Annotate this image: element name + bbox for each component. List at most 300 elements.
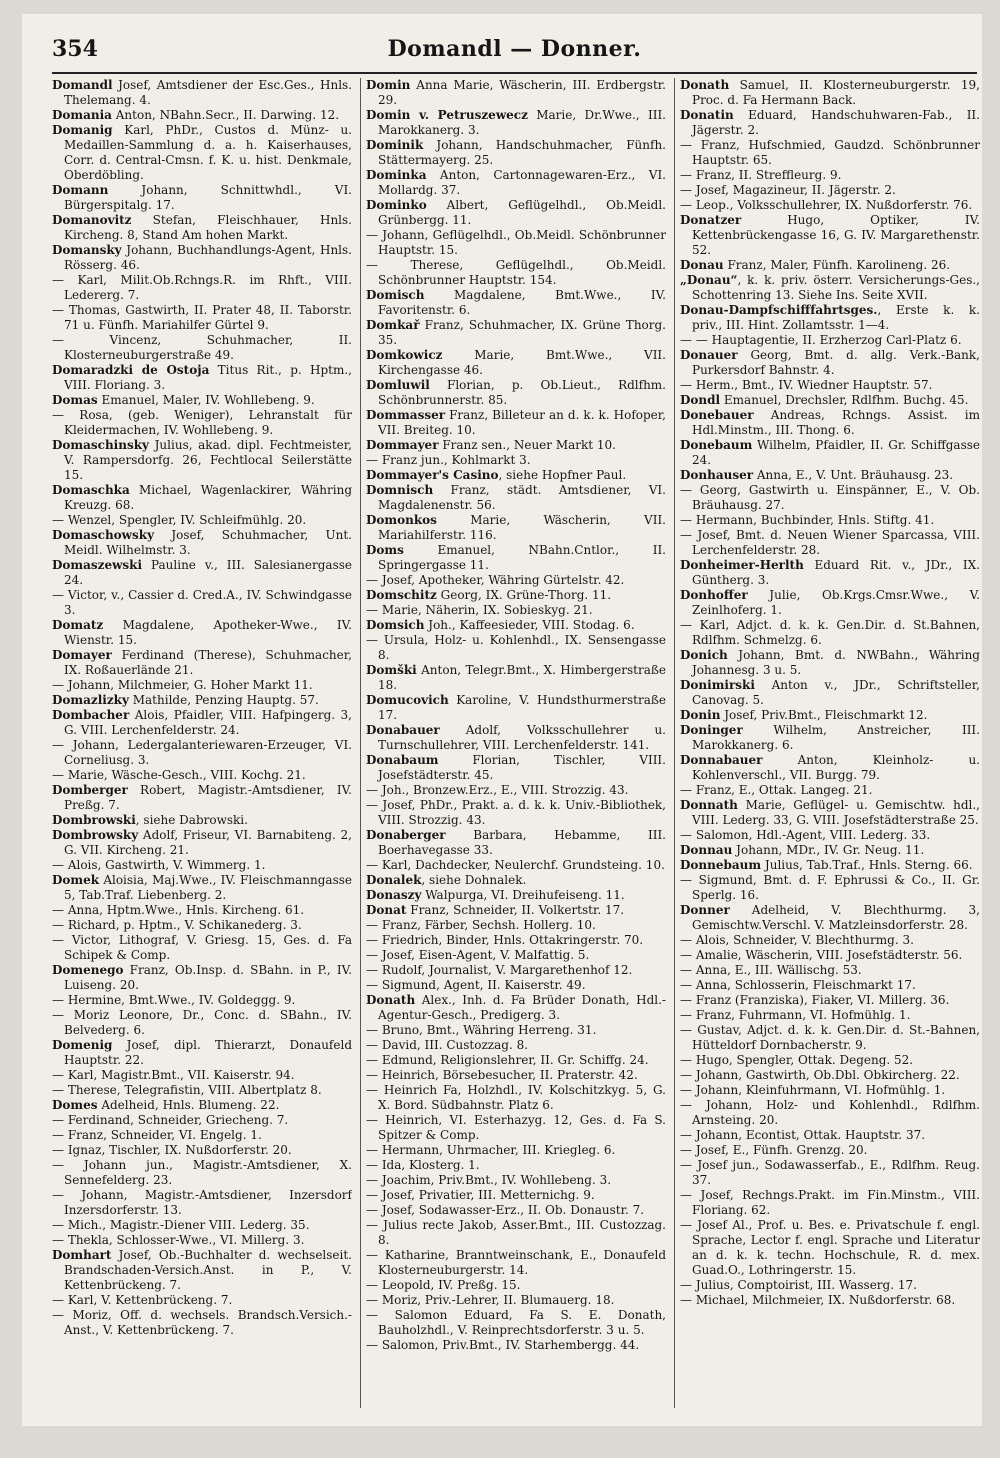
entry-details: — Friedrich, Binder, Hnls. Ottakringerstr. 70. (366, 933, 644, 947)
directory-entry (680, 1008, 980, 1023)
directory-entry (52, 513, 352, 528)
entry-details: Emanuel, Maler, IV. Wohllebeng. 9. (97, 393, 315, 407)
entry-details: Titus Rit., p. Hptm., VIII. Floriang. 3. (64, 363, 352, 392)
entry-details: Wilhelm, Anstreicher, III. Marokkanerg. 6. (692, 723, 980, 752)
entry-details: Magdalene, Bmt.Wwe., IV. Favoritenstr. 6. (378, 288, 666, 317)
directory-entry (366, 693, 666, 723)
entry-surname: Domkowicz (366, 348, 443, 362)
directory-entry (366, 978, 666, 993)
entry-surname: Dominka (366, 168, 427, 182)
directory-entry (366, 588, 666, 603)
entry-details: Marie, Geflügel- u. Gemischtw. hdl., VIII. Lederg. 33, G. VIII. Josefstädterstraße 25. (692, 798, 980, 827)
entry-details: Franz, Schuhmacher, IX. Grüne Thorg. 35. (378, 318, 666, 347)
directory-entry (366, 453, 666, 468)
entry-details: , Erste k. k. priv., III. Hint. Zollamtsstr. 1—4. (692, 303, 980, 332)
entry-details: — Vincenz, Schuhmacher, II. Klosterneuburgerstraße 49. (52, 333, 352, 362)
entry-surname: Domsich (366, 618, 425, 632)
directory-entry (366, 1038, 666, 1053)
entry-surname: Donin (680, 708, 721, 722)
directory-entry (680, 933, 980, 948)
entry-surname: Donau-Dampfschifffahrtsges. (680, 303, 878, 317)
entry-details: — Hugo, Spengler, Ottak. Degeng. 52. (680, 1053, 914, 1067)
directory-entry (680, 858, 980, 873)
directory-entry (366, 78, 666, 108)
column-1 (52, 78, 352, 1418)
directory-entry (52, 813, 352, 828)
entry-details: — Hermine, Bmt.Wwe., IV. Goldeggg. 9. (52, 993, 296, 1007)
directory-entry (366, 228, 666, 258)
entry-surname: Domenig (52, 1038, 113, 1052)
entry-surname: Donnebaum (680, 858, 762, 872)
directory-entry (680, 1128, 980, 1143)
entry-details: — Joh., Bronzew.Erz., E., VIII. Strozzig. 43. (366, 783, 629, 797)
directory-entry (366, 348, 666, 378)
entry-surname: Domnisch (366, 483, 434, 497)
directory-entry (52, 1098, 352, 1113)
directory-entry (52, 123, 352, 183)
entry-details: — Moriz, Priv.-Lehrer, II. Blumauerg. 18. (366, 1293, 615, 1307)
directory-entry (366, 933, 666, 948)
entry-surname: Donheimer-Herlth (680, 558, 804, 572)
directory-entry (366, 888, 666, 903)
entry-details: Karoline, V. Hundsthurmerstraße 17. (378, 693, 666, 722)
entry-details: Karl, PhDr., Custos d. Münz- u. Medaillen-Sammlung d. a. h. Kaiserhauses, Corr. d. Central-Cmsn. f. K. u. hist. Denkmale, Oberdöbling. (64, 123, 352, 182)
directory-entry (366, 108, 666, 138)
directory-entry (366, 1083, 666, 1113)
entry-surname: Dombacher (52, 708, 130, 722)
entry-details: — Franz, Fuhrmann, VI. Hofmühlg. 1. (680, 1008, 911, 1022)
entry-details: — Johann, Magistr.-Amtsdiener, Inzersdorf Inzersdorferstr. 13. (52, 1188, 352, 1217)
entry-details: — Karl, Milit.Ob.Rchngs.R. im Rhft., VIII. Ledererg. 7. (52, 273, 352, 302)
directory-entry (52, 1188, 352, 1218)
directory-entry (366, 258, 666, 288)
entry-surname: Domluwil (366, 378, 430, 392)
entry-details: — Victor, v., Cassier d. Cred.A., IV. Schwindgasse 3. (52, 588, 352, 617)
directory-entry (680, 1293, 980, 1308)
directory-entry (680, 948, 980, 963)
entry-details: — Anna, E., III. Wällischg. 53. (680, 963, 862, 977)
entry-details: — Julius, Comptoirist, III. Wasserg. 17. (680, 1278, 917, 1292)
entry-surname: Donner (680, 903, 730, 917)
directory-entry (52, 1218, 352, 1233)
directory-entry (680, 588, 980, 618)
entry-surname: Donaberger (366, 828, 446, 842)
entry-surname: Dombrowski (52, 813, 136, 827)
entry-surname: Domanig (52, 123, 113, 137)
entry-details: Pauline v., III. Salesianergasse 24. (64, 558, 352, 587)
entry-surname: Domaschinsky (52, 438, 149, 452)
entry-details: — Therese, Geflügelhdl., Ob.Meidl. Schönbrunner Hauptstr. 154. (366, 258, 666, 287)
entry-details: — — Hauptagentie, II. Erzherzog Carl-Platz 6. (680, 333, 962, 347)
entry-surname: Donimirski (680, 678, 755, 692)
directory-entry (366, 663, 666, 693)
directory-entry (366, 483, 666, 513)
entry-details: Anton, Telegr.Bmt., X. Himbergerstraße 18. (378, 663, 666, 692)
directory-entry (680, 678, 980, 708)
entry-surname: Domberger (52, 783, 128, 797)
entry-details: Barbara, Hebamme, III. Boerhavegasse 33. (378, 828, 666, 857)
entry-details: — Ignaz, Tischler, IX. Nußdorferstr. 20. (52, 1143, 292, 1157)
entry-details: — Josef, Privatier, III. Metternichg. 9. (366, 1188, 595, 1202)
entry-details: Anton, NBahn.Secr., II. Darwing. 12. (111, 108, 340, 122)
directory-entry (366, 963, 666, 978)
entry-details: Ferdinand (Therese), Schuhmacher, IX. Roßauerlände 21. (64, 648, 352, 677)
entry-surname: Dombrowsky (52, 828, 139, 842)
directory-entry (52, 558, 352, 588)
entry-surname: Domschitz (366, 588, 437, 602)
entry-details: — Salomon, Hdl.-Agent, VIII. Lederg. 33. (680, 828, 931, 842)
entry-surname: Dominik (366, 138, 424, 152)
entry-surname: Domania (52, 108, 112, 122)
entry-details: — Josef, Rechngs.Prakt. im Fin.Minstm., VIII. Floriang. 62. (680, 1188, 980, 1217)
directory-entry (680, 348, 980, 378)
directory-entry (680, 618, 980, 648)
entry-details: — Salomon, Priv.Bmt., IV. Starhembergg. 44. (366, 1338, 640, 1352)
directory-entry (52, 918, 352, 933)
directory-entry (680, 1278, 980, 1293)
entry-details: — Franz (Franziska), Fiaker, VI. Millerg. 36. (680, 993, 950, 1007)
entry-details: — Therese, Telegrafistin, VIII. Albertplatz 8. (52, 1083, 322, 1097)
directory-entry (366, 783, 666, 798)
entry-details: Anna, E., V. Unt. Bräuhausg. 23. (753, 468, 954, 482)
directory-entry (52, 408, 352, 438)
entry-details: — Johann, Gastwirth, Ob.Dbl. Obkircherg. 22. (680, 1068, 960, 1082)
column-2 (366, 78, 666, 1418)
entry-details: — Johann, Holz- und Kohlenhdl., Rdlfhm. Arnsteing. 20. (680, 1098, 980, 1127)
entry-details: Florian, Tischler, VIII. Josefstädterstr. 45. (378, 753, 666, 782)
entry-details: — Johann, Ledergalanteriewaren-Erzeuger, VI. Corneliusg. 3. (52, 738, 352, 767)
entry-surname: Domaschowsky (52, 528, 155, 542)
directory-entry (366, 993, 666, 1023)
directory-entry (52, 1068, 352, 1083)
entry-details: — Moriz Leonore, Dr., Conc. d. SBahn., IV. Belvederg. 6. (52, 1008, 352, 1037)
entry-details: Joh., Kaffeesieder, VIII. Stodag. 6. (424, 618, 635, 632)
entry-surname: Donebaum (680, 438, 753, 452)
entry-surname: Dondl (680, 393, 721, 407)
directory-entry (680, 483, 980, 513)
directory-entry (680, 438, 980, 468)
entry-details: — Josef, Bmt. d. Neuen Wiener Sparcassa, VIII. Lerchenfelderstr. 28. (680, 528, 980, 557)
entry-details: — Rudolf, Journalist, V. Margarethenhof 12. (366, 963, 633, 977)
directory-entry (52, 183, 352, 213)
entry-details: Adolf, Friseur, VI. Barnabiteng. 2, G. VII. Kircheng. 21. (64, 828, 352, 857)
directory-entry (52, 903, 352, 918)
directory-entry (366, 468, 666, 483)
directory-entry (366, 903, 666, 918)
directory-entry (366, 1068, 666, 1083)
directory-entry (52, 768, 352, 783)
directory-entry (52, 873, 352, 903)
entry-details: — Heinrich Fa, Holzhdl., IV. Kolschitzkyg. 5, G. X. Bord. Südbahnstr. Platz 6. (366, 1083, 666, 1112)
entry-details: — Josef Al., Prof. u. Bes. e. Privatschule f. engl. Sprache, Lector f. engl. Sprache und Literatur an d. k. k. techn. Hochschule, R. d. mex. Guad.O., Lothringerstr. 15. (680, 1218, 980, 1277)
directory-entry (52, 708, 352, 738)
directory-entry (366, 543, 666, 573)
directory-entry (366, 1158, 666, 1173)
directory-entry (366, 828, 666, 858)
entry-details: Michael, Wagenlackirer, Währing Kreuzg. 68. (64, 483, 352, 512)
entry-details: Franz sen., Neuer Markt 10. (438, 438, 616, 452)
entry-surname: Domandl (52, 78, 113, 92)
entry-details: Johann, MDr., IV. Gr. Neug. 11. (732, 843, 925, 857)
entry-details: Wilhelm, Pfaidler, II. Gr. Schiffgasse 24. (692, 438, 980, 467)
entry-surname: Domann (52, 183, 109, 197)
entry-details: — Johann, Kleinfuhrmann, VI. Hofmühlg. 1. (680, 1083, 946, 1097)
directory-entry (366, 753, 666, 783)
entry-details: Anton v., JDr., Schriftsteller, Canovag. 5. (692, 678, 980, 707)
entry-details: — David, III. Custozzag. 8. (366, 1038, 529, 1052)
entry-details: — Franz, Hufschmied, Gaudzd. Schönbrunner Hauptstr. 65. (680, 138, 980, 167)
entry-surname: Domin (366, 78, 411, 92)
directory-entry (366, 1293, 666, 1308)
directory-entry (366, 1143, 666, 1158)
entry-details: — Gustav, Adjct. d. k. k. Gen.Dir. d. St.-Bahnen, Hütteldorf Dornbacherstr. 9. (680, 1023, 980, 1052)
entry-surname: Domes (52, 1098, 98, 1112)
entry-details: — Thomas, Gastwirth, II. Prater 48, II. Taborstr. 71 u. Fünfh. Mariahilfer Gürtel 9. (52, 303, 352, 332)
entry-surname: Donnau (680, 843, 733, 857)
entry-details: — Amalie, Wäscherin, VIII. Josefstädterstr. 56. (680, 948, 963, 962)
entry-details: — Michael, Milchmeier, IX. Nußdorferstr. 68. (680, 1293, 956, 1307)
directory-entry (366, 948, 666, 963)
entry-surname: Donau (680, 258, 724, 272)
directory-entry (52, 1233, 352, 1248)
entry-details: Josef, Schuhmacher, Unt. Meidl. Wilhelmstr. 3. (64, 528, 352, 557)
directory-entry (680, 1083, 980, 1098)
directory-entry (366, 1173, 666, 1188)
entry-details: Adolf, Volksschullehrer u. Turnschullehrer, VIII. Lerchenfelderstr. 141. (378, 723, 666, 752)
directory-entry (680, 303, 980, 333)
entry-details: Eduard, Handschuhwaren-Fab., II. Jägerstr. 2. (692, 108, 980, 137)
directory-entry (366, 1218, 666, 1248)
entry-details: — Karl, Adjct. d. k. k. Gen.Dir. d. St.Bahnen, Rdlfhm. Schmelzg. 6. (680, 618, 980, 647)
entry-surname: Donaszy (366, 888, 422, 902)
entry-surname: Doninger (680, 723, 743, 737)
directory-entry (52, 108, 352, 123)
entry-details: Josef, Amtsdiener der Esc.Ges., Hnls. Thelemang. 4. (64, 78, 352, 107)
entry-details: — Josef, Eisen-Agent, V. Malfattig. 5. (366, 948, 590, 962)
directory-entry (52, 1038, 352, 1068)
entry-details: Georg, Bmt. d. allg. Verk.-Bank, Purkersdorf Bahnstr. 4. (692, 348, 980, 377)
directory-entry (680, 963, 980, 978)
entry-details: — Mich., Magistr.-Diener VIII. Lederg. 35. (52, 1218, 310, 1232)
directory-entry (52, 1128, 352, 1143)
entry-details: Robert, Magistr.-Amtsdiener, IV. Preßg. 7. (64, 783, 352, 812)
directory-entry (366, 513, 666, 543)
directory-entry (366, 168, 666, 198)
entry-surname: Domaschka (52, 483, 130, 497)
entry-details: Anton, Kleinholz- u. Kohlenverschl., VII. Burgg. 79. (692, 753, 980, 782)
entry-details: — Franz, E., Ottak. Langeg. 21. (680, 783, 873, 797)
entry-surname: Donatzer (680, 213, 742, 227)
entry-details: — Georg, Gastwirth u. Einspänner, E., V. Ob. Bräuhausg. 27. (680, 483, 980, 512)
directory-entry (366, 1023, 666, 1038)
entry-details: — Ursula, Holz- u. Kohlenhdl., IX. Sensengasse 8. (366, 633, 666, 662)
entry-details: — Leop., Volksschullehrer, IX. Nußdorferstr. 76. (680, 198, 973, 212)
directory-entry (52, 618, 352, 648)
directory-entry (366, 633, 666, 663)
entry-details: — Katharine, Branntweinschank, E., Donaufeld Klosterneuburgerstr. 14. (366, 1248, 666, 1277)
entry-surname: Dommayer's Casino (366, 468, 499, 482)
entry-surname: Domayer (52, 648, 112, 662)
entry-details: Alois, Pfaidler, VIII. Hafpingerg. 3, G. VIII. Lerchenfelderstr. 24. (64, 708, 352, 737)
entry-details: Emanuel, Drechsler, Rdlfhm. Buchg. 45. (720, 393, 969, 407)
entry-details: Johann, Bmt. d. NWBahn., Währing Johannesg. 3 u. 5. (692, 648, 980, 677)
entry-details: — Josef, E., Fünfh. Grenzg. 20. (680, 1143, 868, 1157)
entry-details: Eduard Rit. v., JDr., IX. Güntherg. 3. (692, 558, 980, 587)
entry-surname: Domhart (52, 1248, 112, 1262)
directory-entry (680, 1143, 980, 1158)
directory-entry (52, 963, 352, 993)
directory-entry (52, 1308, 352, 1338)
directory-entry (52, 678, 352, 693)
entry-details: — Bruno, Bmt., Währing Herreng. 31. (366, 1023, 597, 1037)
directory-entry (680, 258, 980, 273)
entry-details: Julius, akad. dipl. Fechtmeister, V. Rampersdorfg. 26, Fechtlocal Seilerstätte 15. (64, 438, 352, 482)
directory-entry (52, 303, 352, 333)
entry-details: — Karl, Dachdecker, Neulerchf. Grundsteing. 10. (366, 858, 665, 872)
entry-details: Georg, IX. Grüne-Thorg. 11. (436, 588, 612, 602)
entry-details: — Heinrich, Börsebesucher, II. Praterstr. 42. (366, 1068, 638, 1082)
directory-entry (52, 588, 352, 618)
entry-details: Josef, Ob.-Buchhalter d. wechselseit. Brandschaden-Versich.Anst. in P., V. Kettenbrückeng. 7. (64, 1248, 352, 1292)
directory-entry (366, 918, 666, 933)
directory-entry (52, 1083, 352, 1098)
entry-surname: Doms (366, 543, 404, 557)
entry-details: — Rosa, (geb. Weniger), Lehranstalt für Kleidermachen, IV. Wohllebeng. 9. (52, 408, 352, 437)
directory-entry (52, 333, 352, 363)
entry-details: Samuel, II. Klosterneuburgerstr. 19, Proc. d. Fa Hermann Back. (692, 78, 980, 107)
entry-details: Johann, Buchhandlungs-Agent, Hnls. Rösserg. 46. (64, 243, 352, 272)
column-divider (674, 78, 675, 1408)
entry-surname: Donabaum (366, 753, 439, 767)
entry-details: — Anna, Schlosserin, Fleischmarkt 17. (680, 978, 916, 992)
entry-details: — Sigmund, Agent, II. Kaiserstr. 49. (366, 978, 586, 992)
entry-details: — Ida, Klosterg. 1. (366, 1158, 480, 1172)
entry-details: — Anna, Hptm.Wwe., Hnls. Kircheng. 61. (52, 903, 305, 917)
directory-entry (680, 408, 980, 438)
entry-details: Stefan, Fleischhauer, Hnls. Kircheng. 8, Stand Am hohen Markt. (64, 213, 352, 242)
entry-details: Franz, Maler, Fünfh. Karolineng. 26. (723, 258, 951, 272)
entry-details: Marie, Dr.Wwe., III. Marokkanerg. 3. (378, 108, 666, 137)
page-number: 354 (52, 36, 98, 62)
directory-entry (52, 1293, 352, 1308)
entry-details: Johann, Schnittwhdl., VI. Bürgerspitalg. 17. (64, 183, 352, 212)
running-title: Domandl — Donner. (387, 36, 642, 62)
directory-entry (366, 618, 666, 633)
entry-details: — Wenzel, Spengler, IV. Schleifmühlg. 20. (52, 513, 307, 527)
entry-surname: Domansky (52, 243, 122, 257)
directory-entry (366, 1203, 666, 1218)
entry-details: — Thekla, Schlosser-Wwe., VI. Millerg. 3. (52, 1233, 305, 1247)
entry-surname: Dommasser (366, 408, 446, 422)
entry-surname: Domazlizky (52, 693, 129, 707)
entry-details: — Ferdinand, Schneider, Griecheng. 7. (52, 1113, 289, 1127)
directory-entry (680, 1218, 980, 1278)
directory-entry (680, 198, 980, 213)
directory-entry (680, 723, 980, 753)
entry-surname: Donatin (680, 108, 734, 122)
directory-entry (52, 438, 352, 483)
directory-entry (52, 738, 352, 768)
column-3 (680, 78, 980, 1418)
entry-surname: „Donau“ (680, 273, 738, 287)
entry-details: — Josef jun., Sodawasserfab., E., Rdlfhm. Reug. 37. (680, 1158, 980, 1187)
entry-details: Adelheid, V. Blechthurmg. 3, Gemischtw.Verschl. V. Matzleinsdorferstr. 28. (692, 903, 980, 932)
entry-surname: Domaradzki de Ostoja (52, 363, 210, 377)
entry-surname: Donnath (680, 798, 738, 812)
directory-entry (52, 828, 352, 858)
entry-details: Marie, Bmt.Wwe., VII. Kirchengasse 46. (378, 348, 666, 377)
entry-details: — Leopold, IV. Preßg. 15. (366, 1278, 521, 1292)
directory-entry (680, 978, 980, 993)
directory-entry (52, 1008, 352, 1038)
entry-surname: Donabauer (366, 723, 440, 737)
directory-entry (366, 573, 666, 588)
directory-entry (680, 333, 980, 348)
entry-surname: Donat (366, 903, 407, 917)
entry-surname: Donalek (366, 873, 422, 887)
entry-details: Florian, p. Ob.Lieut., Rdlfhm. Schönbrunnerstr. 85. (378, 378, 666, 407)
entry-surname: Donebauer (680, 408, 754, 422)
directory-entry (52, 783, 352, 813)
directory-entry (52, 1143, 352, 1158)
entry-details: — Herm., Bmt., IV. Wiedner Hauptstr. 57. (680, 378, 933, 392)
directory-entry (52, 213, 352, 243)
entry-details: Anton, Cartonnagewaren-Erz., VI. Mollardg. 37. (378, 168, 666, 197)
directory-entry (366, 1308, 666, 1338)
entry-surname: Domški (366, 663, 417, 677)
entry-details: Franz, Ob.Insp. d. SBahn. in P., IV. Luiseng. 20. (64, 963, 352, 992)
directory-entry (680, 708, 980, 723)
entry-surname: Domisch (366, 288, 425, 302)
entry-surname: Donauer (680, 348, 738, 362)
entry-details: Marie, Wäscherin, VII. Mariahilferstr. 116. (378, 513, 666, 542)
entry-surname: Domucovich (366, 693, 449, 707)
entry-surname: Domenego (52, 963, 124, 977)
entry-details: — Sigmund, Bmt. d. F. Ephrussi & Co., II. Gr. Sperlg. 16. (680, 873, 980, 902)
directory-entry (366, 1248, 666, 1278)
entry-details: Alex., Inh. d. Fa Brüder Donath, Hdl.-Agentur-Gesch., Predigerg. 3. (378, 993, 666, 1022)
directory-entry (52, 78, 352, 108)
directory-entry (52, 483, 352, 513)
directory-entry (52, 363, 352, 393)
entry-details: Albert, Geflügelhdl., Ob.Meidl. Grünbergg. 11. (378, 198, 666, 227)
entry-details: — Johann, Geflügelhdl., Ob.Meidl. Schönbrunner Hauptstr. 15. (366, 228, 666, 257)
directory-entry (52, 1158, 352, 1188)
entry-details: — Hermann, Uhrmacher, III. Kriegleg. 6. (366, 1143, 616, 1157)
entry-surname: Donich (680, 648, 728, 662)
entry-details: , k. k. priv. österr. Versicherungs-Ges., Schottenring 13. Siehe Ins. Seite XVII. (692, 273, 980, 302)
directory-entry (680, 273, 980, 303)
entry-surname: Domkař (366, 318, 420, 332)
directory-entry (366, 318, 666, 348)
directory-entry (366, 198, 666, 228)
directory-entry (680, 1068, 980, 1083)
directory-entry (366, 438, 666, 453)
entry-details: — Salomon Eduard, Fa S. E. Donath, Bauholzhdl., V. Reinprechtsdorferstr. 3 u. 5. (366, 1308, 666, 1337)
entry-surname: Domin v. Petruszewecz (366, 108, 528, 122)
directory-entry (52, 693, 352, 708)
directory-entry (52, 858, 352, 873)
directory-entry (680, 753, 980, 783)
entry-details: — Marie, Näherin, IX. Sobieskyg. 21. (366, 603, 593, 617)
entry-details: Franz, Schneider, II. Volkertstr. 17. (406, 903, 625, 917)
directory-entry (366, 1053, 666, 1068)
entry-details: — Johann, Milchmeier, G. Hoher Markt 11. (52, 678, 313, 692)
entry-surname: Domanovitz (52, 213, 132, 227)
entry-details: , siehe Dabrowski. (135, 813, 248, 827)
directory-entry (680, 873, 980, 903)
directory-entry (680, 78, 980, 108)
